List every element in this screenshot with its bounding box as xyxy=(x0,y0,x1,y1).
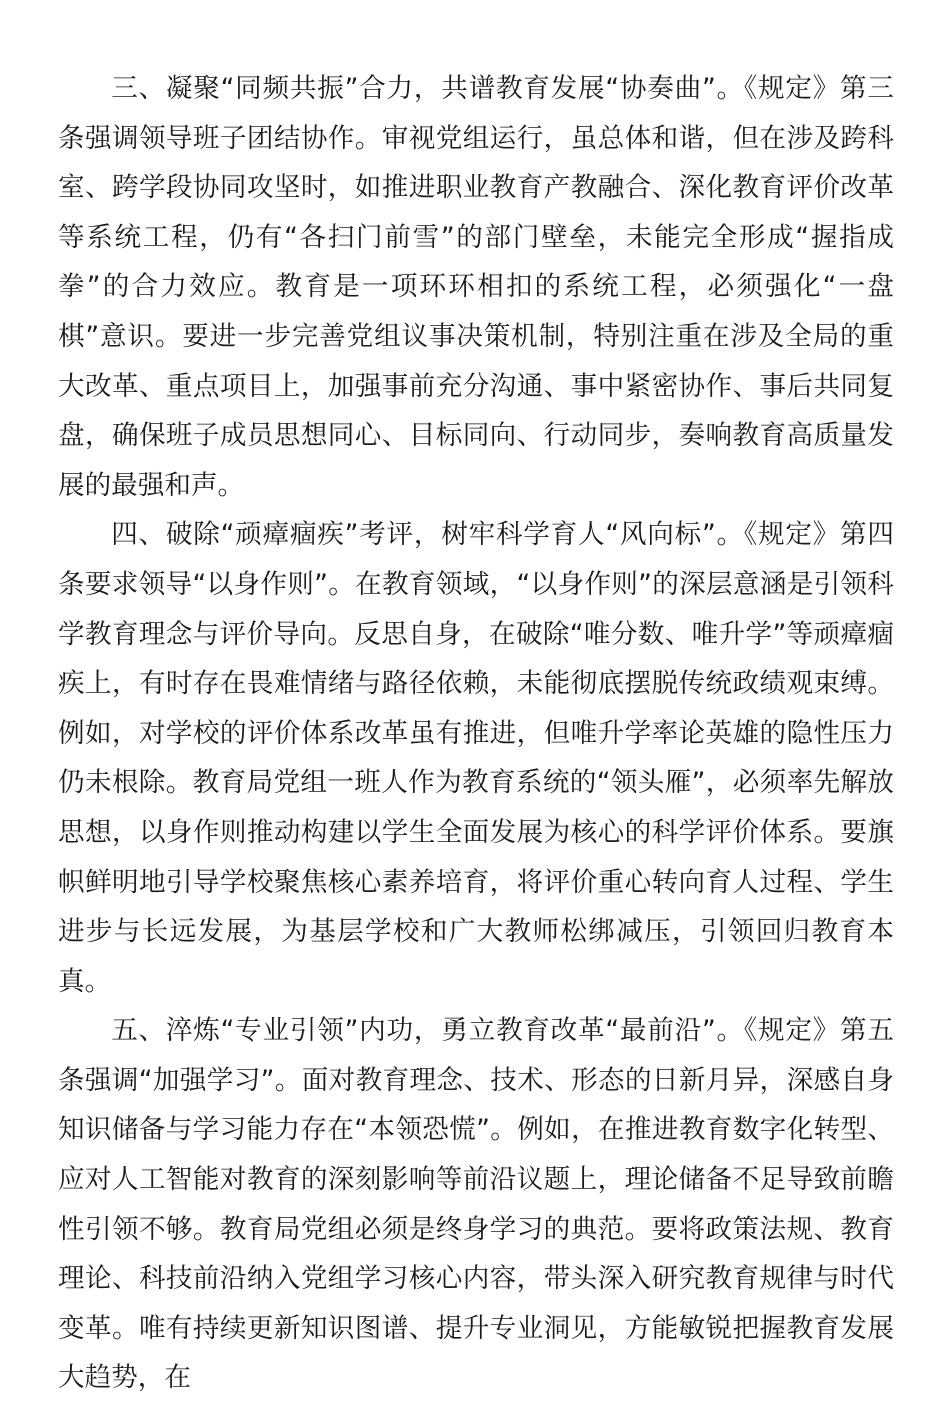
document-page xyxy=(58,64,894,1403)
paragraph-section-four: 四、破除“顽瘴痼疾”考评，树牢科学育人“风向标”。《规定》第四条要求领导“以身作则”。在教育领域，“以身作则”的深层意涵是引领科学教育理念与评价导向。反思自身，在破除“唯分数、唯升学”等顽瘴痼疾上，有时存在畏难情绪与路径依赖，未能彻底摆脱传统政绩观束缚。例如，对学校的评价体系改革虽有推进，但唯升学率论英雄的隐性压力仍未根除。教育局党组一班人作为教育系统的“领头雁”，必须率先解放思想，以身作则推动构建以学生全面发展为核心的科学评价体系。要旗帜鲜明地引导学校聚焦核心素养培育，将评价重心转向育人过程、学生进步与长远发展，为基层学校和广大教师松绑减压，引领回归教育本真。 xyxy=(58,519,894,997)
paragraph-section-three: 三、凝聚“同频共振”合力，共谱教育发展“协奏曲”。《规定》第三条强调领导班子团结协作。审视党组运行，虽总体和谐，但在涉及跨科室、跨学段协同攻坚时，如推进职业教育产教融合、深化教育评价改革等系统工程，仍有“各扫门前雪”的部门壁垒，未能完全形成“握指成拳”的合力效应。教育是一项环环相扣的系统工程，必须强化“一盘棋”意识。要进一步完善党组议事决策机制，特别注重在涉及全局的重大改革、重点项目上，加强事前充分沟通、事中紧密协作、事后共同复盘，确保班子成员思想同心、目标同向、行动同步，奏响教育高质量发展的最强和声。 xyxy=(58,73,894,501)
paragraph-section-five: 五、淬炼“专业引领”内功，勇立教育改革“最前沿”。《规定》第五条强调“加强学习”。面对教育理念、技术、形态的日新月异，深感自身知识储备与学习能力存在“本领恐慌”。例如，在推进教育数字化转型、应对人工智能对教育的深刻影响等前沿议题上，理论储备不足导致前瞻性引领不够。教育局党组必须是终身学习的典范。要将政策法规、教育理论、科技前沿纳入党组学习核心内容，带头深入研究教育规律与时代变革。唯有持续更新知识图谱、提升专业洞见，方能敏锐把握教育发展大趋势，在 xyxy=(58,1015,894,1394)
